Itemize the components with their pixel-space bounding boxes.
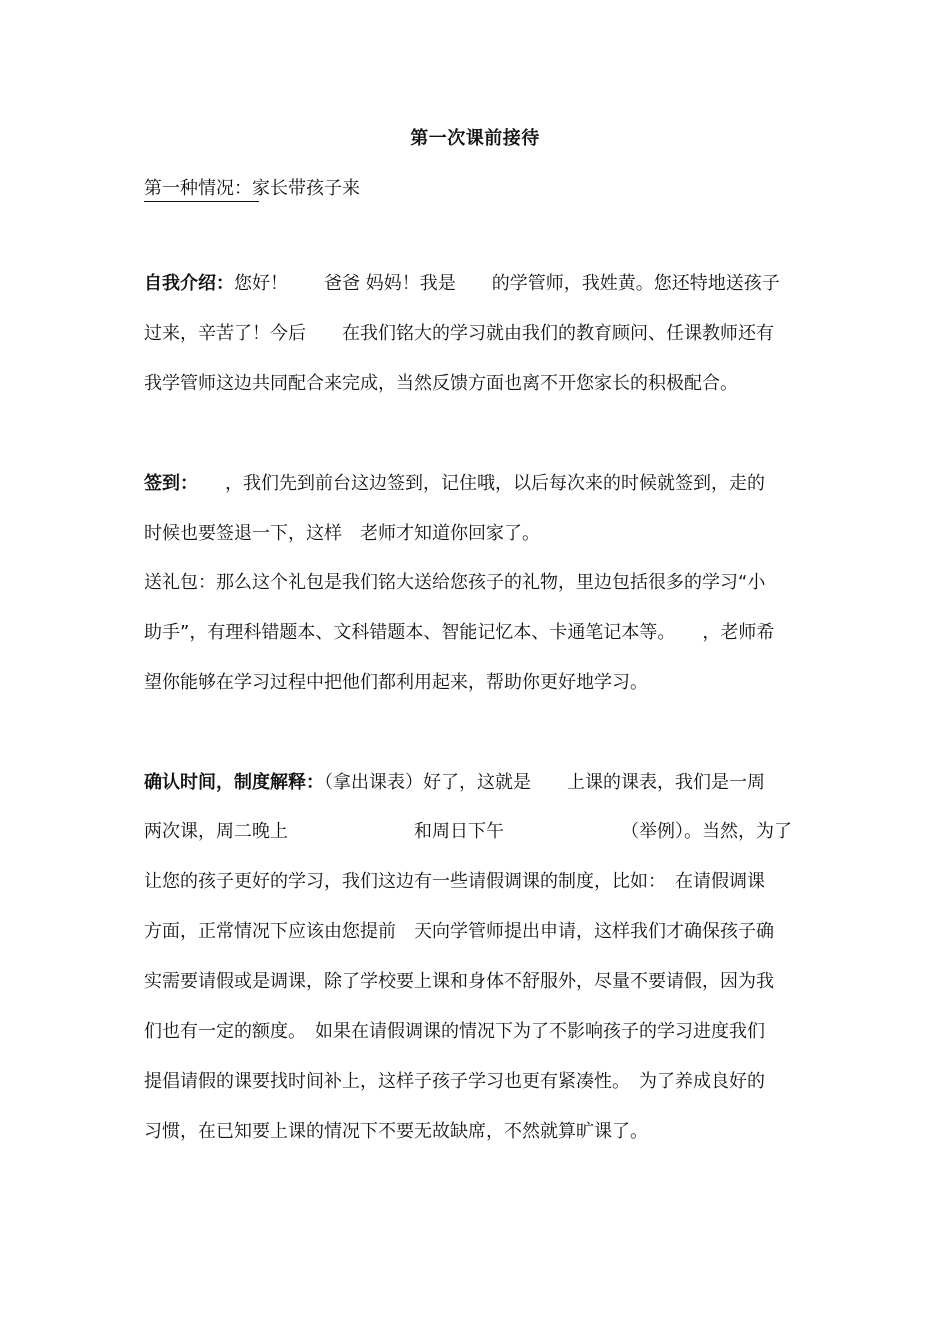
schedule-line-1 <box>144 771 765 795</box>
intro-label: 自我介绍： <box>144 273 234 294</box>
schedule-text-1: （拿出课表）好了，这就是 上课的课表，我们是一周 <box>324 772 765 793</box>
gift-line-1: 送礼包：那么这个礼包是我们铭大送给您孩子的礼物，里边包括很多的学习“小 <box>144 572 766 593</box>
signin-text-1: ，我们先到前台这边签到，记住哦，以后每次来的时候就签到，走的 <box>189 473 765 494</box>
intro-line-2: 过来，辛苦了！今后 在我们铭大的学习就由我们的教育顾问、任课教师还有 <box>144 323 774 344</box>
schedule-line-6: 们也有一定的额度。 如果在请假调课的情况下为了不影响孩子的学习进度我们 <box>144 1021 765 1042</box>
document-title: 第一次课前接待 <box>410 128 540 149</box>
schedule-line-5: 实需要请假或是调课，除了学校要上课和身体不舒服外，尽量不要请假，因为我 <box>144 971 774 992</box>
schedule-line-7: 提倡请假的课要找时间补上，这样子孩子学习也更有紧凑性。 为了养成良好的 <box>144 1071 765 1092</box>
schedule-line-3: 让您的孩子更好的学习，我们这边有一些请假调课的制度，比如： 在请假调课 <box>144 871 765 892</box>
schedule-line-8: 习惯，在已知要上课的情况下不要无故缺席，不然就算旷课了。 <box>144 1121 648 1142</box>
signin-line-2: 时候也要签退一下，这样 老师才知道你回家了。 <box>144 523 540 544</box>
gift-line-2: 助手”，有理科错题本、文科错题本、智能记忆本、卡通笔记本等。 ，老师希 <box>144 622 775 643</box>
subtitle-underline <box>144 201 259 202</box>
signin-label: 签到： <box>144 473 189 494</box>
intro-line-3: 我学管师这边共同配合来完成，当然反馈方面也离不开您家长的积极配合。 <box>144 373 738 394</box>
intro-text-1: 您好！ 爸爸 妈妈！我是 的学管师，我姓黄。您还特地送孩子 <box>234 273 780 294</box>
signin-line-1 <box>144 472 765 496</box>
schedule-line-4: 方面，正常情况下应该由您提前 天向学管师提出申请，这样我们才确保孩子确 <box>144 921 774 942</box>
schedule-label: 确认时间，制度解释： <box>144 772 324 793</box>
intro-line-1 <box>144 272 780 296</box>
gift-line-3: 望你能够在学习过程中把他们都利用起来，帮助你更好地学习。 <box>144 672 648 693</box>
schedule-line-2: 两次课，周二晚上 和周日下午 （举例）。当然，为了 <box>144 821 792 842</box>
section-subtitle: 第一种情况：家长带孩子来 <box>144 178 360 199</box>
